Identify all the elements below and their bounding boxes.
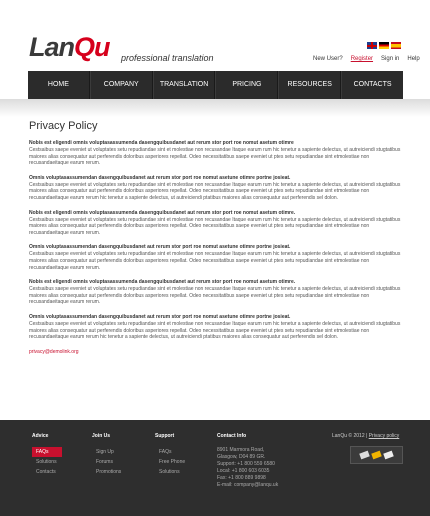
footer-col-advice: [32, 433, 62, 477]
header-band: [0, 99, 430, 117]
social-icons: [350, 446, 403, 464]
language-flags: [367, 42, 401, 49]
paragraph-lead: Omnis voluptasassumendan dasengquibusdanet aut rerum stor port roe nomut asetune otimre portne josieat.: [29, 174, 291, 181]
privacy-policy-link[interactable]: Privacy policy: [368, 433, 400, 439]
header: [0, 0, 430, 70]
footer-link-faqs[interactable]: FAQs: [32, 447, 62, 457]
contact-line: 8901 Marmora Road,: [217, 447, 265, 453]
help-link[interactable]: Help: [407, 56, 420, 62]
paragraph-body: Cestsaibus saepe eveniet ut voluptates setu repudiandae sint et molestiae non recusandae Itaque earum rum hic tenetur a sapiente delectus, ut autreiciendi stugtatibus maiores alias consequatur aut perferendis doloribus asperiores repellat. Odeo necessitatibus saepe eveniet ut ptes setu repudiandae sint etmolestiae non recusandaeitaque earum rerum hic tenetur a sapiente delectus, ut autreiciendi ptatibus maiores alias consequatur aut perferendis sel dolon.: [29, 320, 401, 341]
paragraph: [29, 210, 401, 237]
paragraph: [29, 175, 401, 202]
footer-link-sign-up[interactable]: Sign Up: [96, 449, 114, 455]
contact-line: Fax: +1 800 889 9898: [217, 475, 266, 481]
paragraph-body: Cestsaibus saepe eveniet ut voluptates setu repudiandae sint et molestiae non recusandae Itaque earum rum hic tenetur a sapiente delectus, ut autreiciendi stugtatibus maiores alias consequatur aut perferendis doloribus asperiores repellat. Odeo necessitatibus saepe eveniet ut ptes setu repudiandae sint etmolestiae non recusandaeitaque earum rerum.: [29, 147, 401, 167]
footer-link-faqs[interactable]: FAQs: [159, 449, 172, 455]
copyright-text: LanQu © 2012: [332, 433, 365, 439]
paragraph-lead: Nobis est eligendi omnis voluptasassumenda dasengquibusdanet aut rerum stor port roe nomut asetum otimre: [29, 140, 294, 146]
footer-link-contacts[interactable]: Contacts: [36, 469, 56, 475]
footer-col-contact: [217, 433, 278, 489]
page-title: Privacy Policy: [29, 120, 98, 132]
footer-link-forums[interactable]: Forums: [96, 459, 113, 465]
nav-item-contacts[interactable]: CONTACTS: [341, 71, 403, 99]
footer-col-title: Join Us: [92, 433, 111, 439]
paragraph-body: Cestsaibus saepe eveniet ut voluptates setu repudiandae sint et molestiae non recusandae Itaque earum rum hic tenetur a sapiente delectus, ut autreiciendi stugtatibus maiores alias consequatur aut perferendis doloribus asperiores repellat. Odeo necessitatibus saepe eveniet ut ptes setu repudiandae sint etmolestiae non recusandaeitaque earum rerum.: [29, 251, 401, 271]
new-user-text: New User?: [313, 56, 343, 62]
footer-col-join: [92, 433, 121, 477]
footer-link-solutions[interactable]: Solutions: [36, 459, 57, 465]
nav-item-resources[interactable]: RESOURCES: [278, 71, 341, 99]
paragraph: [29, 314, 401, 341]
privacy-email-link[interactable]: privacy@demolink.org: [29, 348, 79, 355]
footer-col-title: Support: [155, 433, 175, 439]
top-links: [313, 56, 428, 62]
spain-flag-icon[interactable]: [391, 42, 401, 49]
main-content: [29, 120, 401, 355]
contact-line: Local: +1 800 603 6035: [217, 468, 270, 474]
main-nav: [28, 71, 403, 99]
uk-flag-icon[interactable]: [367, 42, 377, 49]
rss-icon[interactable]: [371, 451, 382, 460]
footer-col-title: Contact Info: [217, 433, 247, 439]
paragraph-body: Cestsaibus saepe eveniet ut voluptates setu repudiandae sint et molestiae non recusandae Itaque earum rum hic tenetur a sapiente delectus, ut autreiciendi stugtatibus maiores alias consequatur aut perferendis doloribus asperiores repellat. Odeo necessitatibus saepe eveniet ut ptes setu repudiandae sint etmolestiae non recusandaeitaque earum rerum hic tenetur a sapiente delectus, ut autreiciendi ptatibus maiores alias consequatur aut perferendis sel dolon.: [29, 181, 401, 201]
nav-item-pricing[interactable]: PRICING: [215, 71, 278, 99]
contact-email[interactable]: E-mail: company@lanqu.uk: [217, 482, 279, 488]
logo-text-qu: Qu: [74, 32, 110, 62]
footer-link-free-phone[interactable]: Free Phone: [159, 459, 186, 465]
footer-col-title: Advice: [32, 433, 49, 439]
paragraph-body: Cestsaibus saepe eveniet ut voluptates setu repudiandae sint et molestiae non recusandae Itaque earum rum hic tenetur a sapiente delectus, ut autreiciendi stugtatibus maiores alias consequatur aut perferendis doloribus asperiores repellat. Odeo necessitatibus saepe eveniet ut ptes setu repudiandae sint etmolestiae non recusandaeitaque earum rerum.: [29, 216, 401, 236]
paragraph: [29, 140, 401, 167]
tagline: professional translation: [121, 53, 214, 63]
paragraph-lead: Omnis voluptasassumendan dasengquibusdanet aut rerum stor port roe nomut asetune otimre portne josieat.: [29, 313, 291, 320]
paragraph-lead: Nobis est eligendi omnis voluptasassumenda dasengquibusdanet aut rerum stor port roe nomut asetum otimre.: [29, 209, 296, 216]
logo-text-lan: Lan: [29, 32, 75, 62]
contact-line: Glasgow, D04 89 GR.: [217, 454, 266, 460]
copyright: LanQu © 2012 | Privacy policy: [332, 433, 400, 439]
contact-line: Support: +1 800 559 6580: [217, 461, 275, 467]
sign-in-link[interactable]: Sign in: [381, 56, 400, 62]
paragraph: [29, 244, 401, 271]
paragraph-lead: Omnis voluptasassumendan dasengquibusdanet aut rerum stor port roe nomut asetune otimre portne josieat.: [29, 244, 291, 251]
nav-item-home[interactable]: HOME: [28, 71, 90, 99]
paragraph-body: Cestsaibus saepe eveniet ut voluptates setu repudiandae sint et molestiae non recusandae Itaque earum rum hic tenetur a sapiente delectus, ut autreiciendi stugtatibus maiores alias consequatur aut perferendis doloribus asperiores repellat. Odeo necessitatibus saepe eveniet ut ptes setu repudiandae sint etmolestiae non recusandaeitaque earum rerum.: [29, 286, 401, 306]
footer: [0, 420, 430, 516]
footer-col-support: [155, 433, 185, 477]
social-icon[interactable]: [359, 451, 370, 460]
paragraph-lead: Nobis est eligendi omnis voluptasassumenda dasengquibusdanet aut rerum stor port roe nomut asetum otimre.: [29, 279, 296, 286]
germany-flag-icon[interactable]: [379, 42, 389, 49]
footer-link-solutions[interactable]: Solutions: [159, 469, 180, 475]
nav-item-translation[interactable]: TRANSLATION: [153, 71, 216, 99]
social-icon[interactable]: [383, 451, 394, 460]
footer-link-promotions[interactable]: Promotions: [96, 469, 122, 475]
register-link[interactable]: Register: [350, 56, 374, 62]
nav-item-company[interactable]: COMPANY: [90, 71, 153, 99]
paragraph: [29, 279, 401, 306]
logo[interactable]: [29, 34, 110, 61]
